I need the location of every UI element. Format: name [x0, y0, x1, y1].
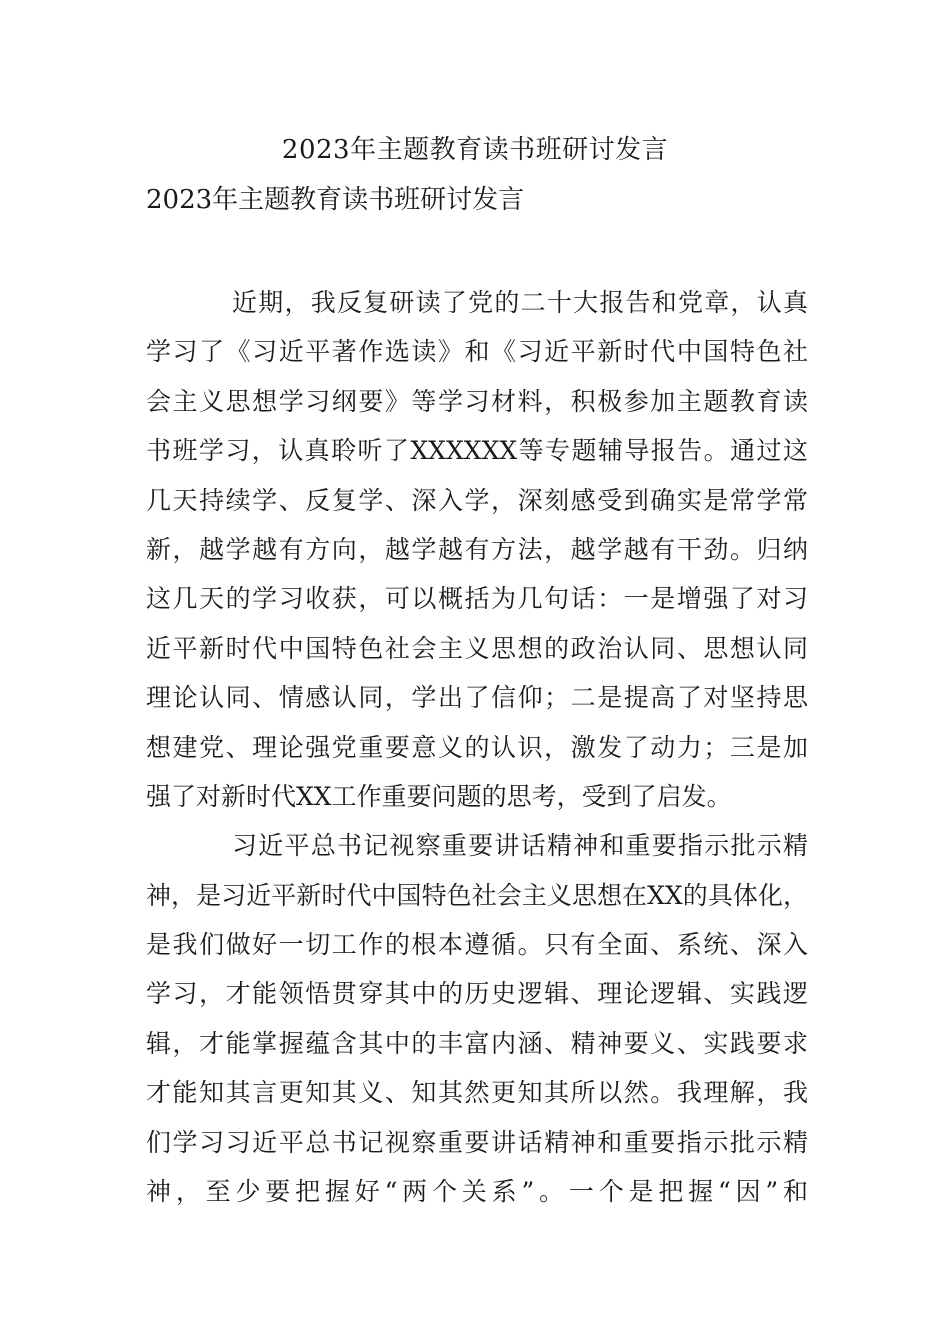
- paragraph-line: 新，越学越有方向，越学越有方法，越学越有干劲。归纳: [146, 534, 808, 564]
- paragraph-line: 学习，才能领悟贯穿其中的历史逻辑、理论逻辑、实践逻: [146, 979, 808, 1009]
- paragraph-1: [146, 278, 808, 821]
- document-subtitle: 2023年主题教育读书班研讨发言: [146, 185, 525, 215]
- paragraph-line: 这几天的学习收获，可以概括为几句话：一是增强了对习: [146, 584, 808, 614]
- paragraph-line: 近期，我反复研读了党的二十大报告和党章，认真: [232, 288, 808, 317]
- paragraph-line: 神，至少要把握好“两个关系”。一个是把握“因”和: [146, 1177, 808, 1207]
- document-title: 2023年主题教育读书班研讨发言: [281, 135, 669, 165]
- paragraph-2: [146, 821, 808, 1216]
- paragraph-line: 习近平总书记视察重要讲话精神和重要指示批示精: [232, 831, 808, 861]
- paragraph-line: 几天持续学、反复学、深入学，深刻感受到确实是常学常: [146, 485, 808, 515]
- document-body: [146, 278, 808, 1216]
- paragraph-line: 辑，才能掌握蕴含其中的丰富内涵、精神要义、实践要求: [146, 1028, 808, 1058]
- paragraph-line: 们学习习近平总书记视察重要讲话精神和重要指示批示精: [146, 1127, 808, 1157]
- paragraph-line: 强了对新时代XX工作重要问题的思考，受到了启发。: [146, 781, 732, 811]
- paragraph-line: 想建党、理论强党重要意义的认识，激发了动力；三是加: [146, 732, 808, 762]
- paragraph-line: 才能知其言更知其义、知其然更知其所以然。我理解，我: [146, 1078, 808, 1108]
- paragraph-line: 会主义思想学习纲要》等学习材料，积极参加主题教育读: [146, 386, 808, 416]
- paragraph-line: 书班学习，认真聆听了XXXXXX等专题辅导报告。通过这: [146, 436, 808, 466]
- paragraph-line: 学习了《习近平著作选读》和《习近平新时代中国特色社: [146, 337, 808, 367]
- paragraph-line: 是我们做好一切工作的根本遵循。只有全面、系统、深入: [146, 930, 808, 960]
- paragraph-line: 近平新时代中国特色社会主义思想的政治认同、思想认同: [146, 633, 808, 663]
- paragraph-line: 理论认同、情感认同，学出了信仰；二是提高了对坚持思: [146, 683, 808, 713]
- paragraph-line: 神，是习近平新时代中国特色社会主义思想在XX的具体化，: [146, 880, 808, 910]
